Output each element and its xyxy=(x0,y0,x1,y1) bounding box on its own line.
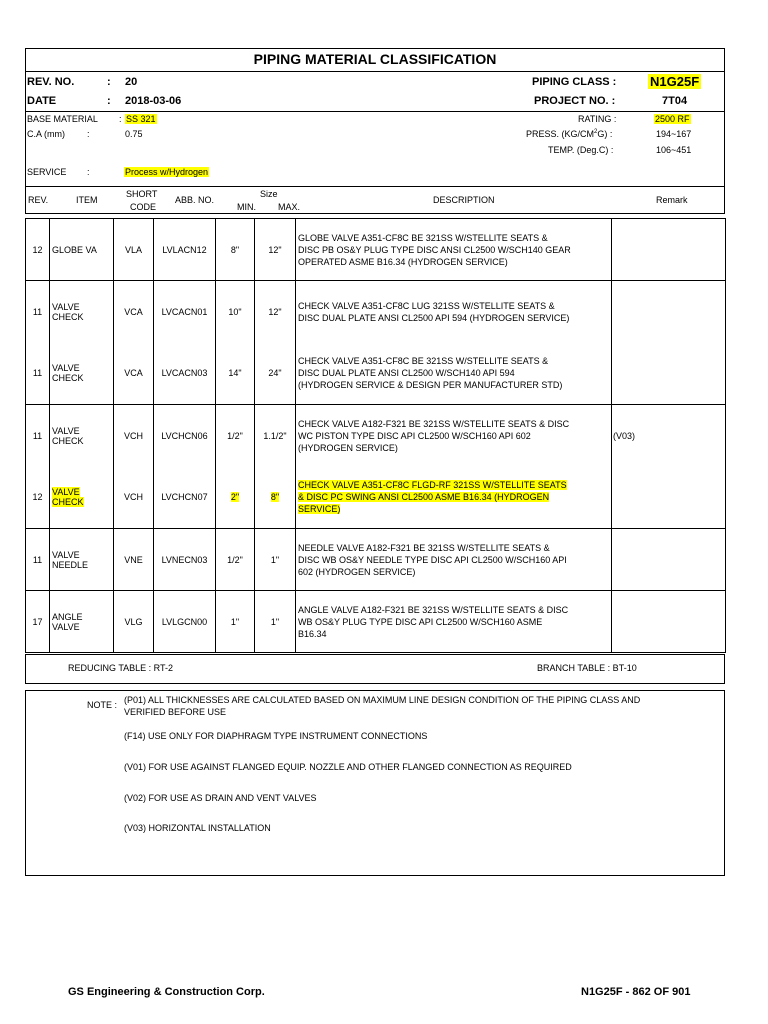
row-remark xyxy=(612,343,726,405)
row-desc-line: DISC PB OS&Y PLUG TYPE DISC ANSI CL2500 W/SCH140 GEAR xyxy=(298,244,571,255)
row-min: 14" xyxy=(216,343,255,405)
col-min: MIN. xyxy=(237,202,256,212)
base-material-label: BASE MATERIAL xyxy=(27,114,98,124)
page-title: PIPING MATERIAL CLASSIFICATION xyxy=(253,51,497,67)
project-no-value: 7T04 xyxy=(662,95,688,107)
row-abb: LVNECN03 xyxy=(154,529,216,591)
ca-value: 0.75 xyxy=(125,129,143,139)
piping-class-value: N1G25F xyxy=(650,74,700,89)
col-max: MAX. xyxy=(278,202,301,212)
row-code: VLA xyxy=(114,219,154,281)
row-desc-line: B16.34 xyxy=(298,628,327,639)
row-abb: LVCHCN07 xyxy=(154,467,216,529)
row-min: 1/2" xyxy=(216,529,255,591)
rating-label: RATING : xyxy=(578,114,617,124)
footer-company: GS Engineering & Construction Corp. xyxy=(68,986,265,998)
row-min: 1" xyxy=(216,591,255,653)
row-item-line: VALVE xyxy=(52,363,80,374)
row-code: VNE xyxy=(114,529,154,591)
row-code: VCH xyxy=(114,467,154,529)
base-material-value: SS 321 xyxy=(126,114,156,124)
row-item-line: VALVE xyxy=(52,301,80,312)
rating-value: 2500 RF xyxy=(655,114,690,124)
row-abb: LVCACN03 xyxy=(154,343,216,405)
items-table xyxy=(25,218,726,653)
rev-no-colon: : xyxy=(107,76,111,88)
row-abb: LVCHCN06 xyxy=(154,405,216,467)
row-abb: LVLACN12 xyxy=(154,219,216,281)
col-short-code-1: SHORT xyxy=(126,189,158,199)
row-min: 10" xyxy=(216,281,255,343)
row-max: 12" xyxy=(255,281,296,343)
row-item-line: CHECK xyxy=(52,435,84,446)
table-row xyxy=(26,405,726,467)
row-item-line: GLOBE VA xyxy=(52,244,97,255)
row-desc-line: CHECK VALVE A351-CF8C LUG 321SS W/STELLITE SEATS & xyxy=(298,300,555,311)
row-description xyxy=(296,343,612,405)
press-label-b: G) : xyxy=(597,129,613,139)
row-desc-line: CHECK VALVE A351-CF8C FLGD-RF 321SS W/STELLITE SEATS xyxy=(298,480,567,491)
note-f14: (F14) USE ONLY FOR DIAPHRAGM TYPE INSTRUMENT CONNECTIONS xyxy=(124,731,428,741)
row-code: VLG xyxy=(114,591,154,653)
row-item xyxy=(50,405,114,467)
header-divider-2 xyxy=(25,186,725,187)
row-item xyxy=(50,591,114,653)
row-remark xyxy=(612,281,726,343)
project-no-label: PROJECT NO. : xyxy=(534,95,616,107)
row-rev: 17 xyxy=(26,591,50,653)
row-desc-line: 602 (HYDROGEN SERVICE) xyxy=(298,566,416,577)
table-row xyxy=(26,281,726,343)
row-desc-line: DISC WB OS&Y NEEDLE TYPE DISC API CL2500 W/SCH160 API xyxy=(298,554,567,565)
table-row xyxy=(26,343,726,405)
ca-colon: : xyxy=(87,129,90,139)
title-divider xyxy=(25,71,725,72)
row-desc-line: & DISC PC SWING ANSI CL2500 ASME B16.34 (HYDROGEN xyxy=(298,492,550,503)
table-row xyxy=(26,219,726,281)
row-remark xyxy=(612,219,726,281)
row-desc-line: NEEDLE VALVE A182-F321 BE 321SS W/STELLITE SEATS & xyxy=(298,542,550,553)
row-max: 1.1/2" xyxy=(255,405,296,467)
table-row xyxy=(26,591,726,653)
row-desc-line: WB OS&Y PLUG TYPE DISC API CL2500 W/SCH160 ASME xyxy=(298,616,543,627)
row-item-line: CHECK xyxy=(52,497,84,508)
row-max: 24" xyxy=(255,343,296,405)
col-description: DESCRIPTION xyxy=(433,195,495,205)
row-item-line: VALVE xyxy=(52,549,80,560)
row-min: 8" xyxy=(216,219,255,281)
row-desc-line: WC PISTON TYPE DISC API CL2500 W/SCH160 API 602 xyxy=(298,430,531,441)
row-code: VCA xyxy=(114,343,154,405)
row-rev: 12 xyxy=(26,467,50,529)
col-rev: REV. xyxy=(28,195,49,205)
row-remark: (V03) xyxy=(612,405,726,467)
row-item-line: ANGLE xyxy=(52,611,83,622)
row-min-value: 2" xyxy=(230,492,240,503)
note-p01-line1: (P01) ALL THICKNESSES ARE CALCULATED BASED ON MAXIMUM LINE DESIGN CONDITION OF THE PIPING CLASS AND xyxy=(124,695,641,705)
row-max xyxy=(255,467,296,529)
note-v01: (V01) FOR USE AGAINST FLANGED EQUIP. NOZZLE AND OTHER FLANGED CONNECTION AS REQUIRED xyxy=(124,762,572,772)
row-max: 1" xyxy=(255,529,296,591)
date-value: 2018-03-06 xyxy=(125,95,182,107)
row-code: VCA xyxy=(114,281,154,343)
table-row xyxy=(26,467,726,529)
row-desc-line: DISC DUAL PLATE ANSI CL2500 API 594 (HYDROGEN SERVICE) xyxy=(298,312,570,323)
row-min: 1/2" xyxy=(216,405,255,467)
row-rev: 11 xyxy=(26,343,50,405)
row-item-line: VALVE xyxy=(52,425,80,436)
row-desc-line: ANGLE VALVE A182-F321 BE 321SS W/STELLITE SEATS & DISC xyxy=(298,604,569,615)
row-desc-line: (HYDROGEN SERVICE) xyxy=(298,442,398,453)
row-item xyxy=(50,529,114,591)
row-item-line: CHECK xyxy=(52,311,84,322)
temp-label: TEMP. (Deg.C) : xyxy=(548,145,614,155)
note-v02: (V02) FOR USE AS DRAIN AND VENT VALVES xyxy=(124,793,317,803)
service-colon: : xyxy=(87,167,90,177)
row-description xyxy=(296,467,612,529)
row-item xyxy=(50,281,114,343)
row-abb: LVLGCN00 xyxy=(154,591,216,653)
row-item-line: VALVE xyxy=(52,621,80,632)
row-remark xyxy=(612,591,726,653)
note-p01-line2: VERIFIED BEFORE USE xyxy=(124,707,227,717)
row-description xyxy=(296,219,612,281)
col-short-code-2: CODE xyxy=(130,202,157,212)
row-item-line: CHECK xyxy=(52,373,84,384)
service-value: Process w/Hydrogen xyxy=(125,167,209,177)
press-label-a: PRESS. (KG/CM xyxy=(526,129,595,139)
row-abb: LVCACN01 xyxy=(154,281,216,343)
col-size: Size xyxy=(260,189,278,199)
rev-no-value: 20 xyxy=(125,76,138,88)
row-code: VCH xyxy=(114,405,154,467)
service-label: SERVICE xyxy=(27,167,67,177)
base-material-colon: : xyxy=(119,114,122,124)
row-desc-line: CHECK VALVE A351-CF8C BE 321SS W/STELLITE SEATS & xyxy=(298,356,549,367)
row-desc-line: GLOBE VALVE A351-CF8C BE 321SS W/STELLITE SEATS & xyxy=(298,232,548,243)
row-remark xyxy=(612,529,726,591)
row-description xyxy=(296,405,612,467)
row-max-value: 8" xyxy=(270,492,280,503)
row-rev: 11 xyxy=(26,281,50,343)
reducing-table: REDUCING TABLE : RT-2 xyxy=(68,663,174,673)
table-row xyxy=(26,529,726,591)
row-item xyxy=(50,467,114,529)
branch-table: BRANCH TABLE : BT-10 xyxy=(537,663,637,673)
row-item xyxy=(50,219,114,281)
row-rev: 11 xyxy=(26,529,50,591)
row-item-line: NEEDLE xyxy=(52,559,89,570)
row-desc-line: OPERATED ASME B16.34 (HYDROGEN SERVICE) xyxy=(298,256,508,267)
row-rev: 12 xyxy=(26,219,50,281)
row-description xyxy=(296,591,612,653)
press-label-sup: 2 xyxy=(594,129,598,135)
row-min xyxy=(216,467,255,529)
rev-no-label: REV. NO. xyxy=(27,76,75,88)
row-item xyxy=(50,343,114,405)
header-divider-1 xyxy=(25,111,725,112)
row-remark xyxy=(612,467,726,529)
row-max: 12" xyxy=(255,219,296,281)
col-item: ITEM xyxy=(76,195,98,205)
note-v03: (V03) HORIZONTAL INSTALLATION xyxy=(124,823,271,833)
date-colon: : xyxy=(107,95,111,107)
row-desc-line: DISC DUAL PLATE ANSI CL2500 W/SCH140 API 594 xyxy=(298,368,515,379)
press-label xyxy=(526,129,612,139)
row-desc-line: (HYDROGEN SERVICE & DESIGN PER MANUFACTURER STD) xyxy=(298,380,563,391)
date-label: DATE xyxy=(27,95,57,107)
row-max: 1" xyxy=(255,591,296,653)
press-value: 194~167 xyxy=(656,129,692,139)
row-rev: 11 xyxy=(26,405,50,467)
row-desc-line: CHECK VALVE A182-F321 BE 321SS W/STELLITE SEATS & DISC xyxy=(298,418,570,429)
col-abb-no: ABB. NO. xyxy=(175,195,215,205)
temp-value: 106~451 xyxy=(656,145,692,155)
notes-label: NOTE : xyxy=(87,700,118,710)
footer-page: N1G25F - 862 OF 901 xyxy=(581,986,691,998)
row-desc-line: SERVICE) xyxy=(298,504,341,515)
col-remark: Remark xyxy=(656,195,688,205)
piping-class-label: PIPING CLASS : xyxy=(532,76,617,88)
row-description xyxy=(296,281,612,343)
row-item-line: VALVE xyxy=(52,487,80,498)
ca-label: C.A (mm) xyxy=(27,129,65,139)
row-description xyxy=(296,529,612,591)
